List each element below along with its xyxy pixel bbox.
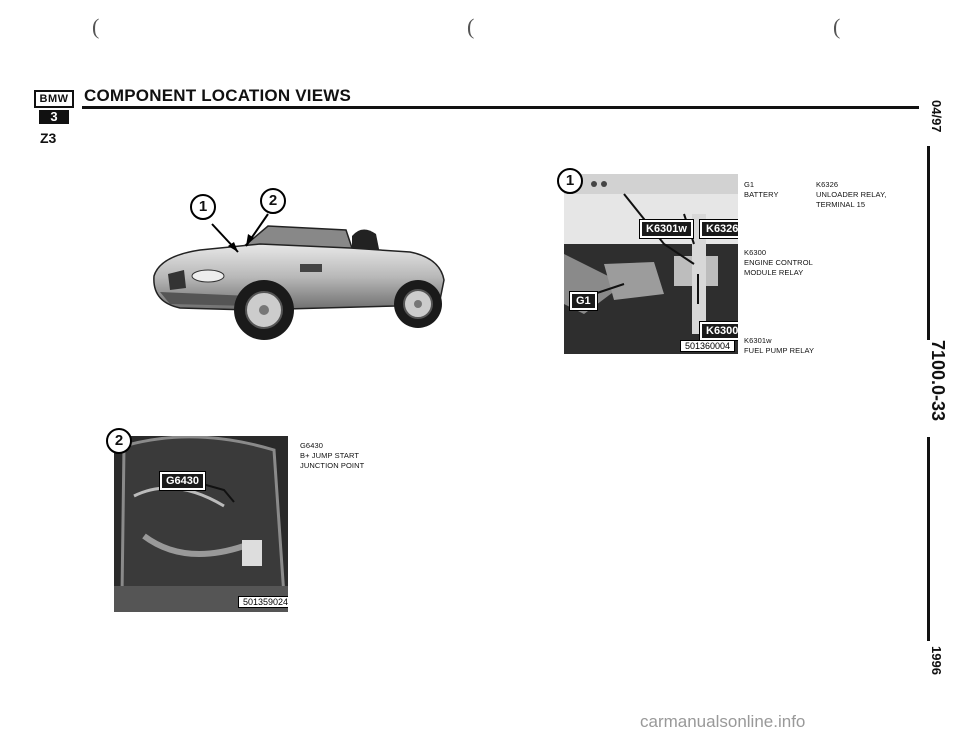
figure-1-image-number: 501360004 — [680, 340, 735, 352]
legend-desc: UNLOADER RELAY, TERMINAL 15 — [816, 190, 887, 209]
legend-k6301w — [744, 336, 834, 356]
model-name: Z3 — [40, 130, 57, 146]
side-rule-top — [927, 146, 930, 340]
figure-1-callout: 1 — [557, 168, 583, 194]
legend-desc: FUEL PUMP RELAY — [744, 346, 815, 355]
callout-2-marker: 2 — [260, 188, 286, 214]
car-drawing — [140, 184, 452, 344]
page-title: COMPONENT LOCATION VIEWS — [84, 86, 352, 105]
header-rule — [82, 106, 919, 109]
legend-g6430 — [300, 441, 372, 471]
legend-code: K6326 — [816, 180, 839, 189]
date-code: 04/97 — [929, 100, 944, 133]
car-illustration — [140, 184, 452, 344]
legend-g1 — [744, 180, 814, 200]
legend-desc: BATTERY — [744, 190, 779, 199]
trunk-photo-drawing — [114, 436, 288, 612]
legend-code: G1 — [744, 180, 755, 189]
legend-k6326 — [816, 180, 900, 210]
legend-code: K6300 — [744, 248, 767, 257]
legend-desc: B+ JUMP START JUNCTION POINT — [300, 451, 365, 470]
year: 1996 — [929, 646, 944, 675]
watermark: carmanualsonline.info — [640, 712, 806, 731]
label-g1: G1 — [570, 292, 597, 310]
label-k6326: K6326 — [700, 220, 738, 238]
legend-code: G6430 — [300, 441, 324, 450]
legend-k6300 — [744, 248, 820, 278]
binding-mark: ( — [833, 14, 841, 39]
label-k6301w: K6301w — [640, 220, 693, 238]
binding-mark: ( — [92, 14, 100, 39]
logo-brand: BMW — [34, 90, 74, 108]
label-k6300: K6300 — [700, 322, 738, 340]
logo-series: 3 — [39, 110, 69, 124]
bmw-series-logo — [34, 90, 74, 124]
legend-code: K6301w — [744, 336, 772, 345]
side-rule-bottom — [927, 437, 930, 641]
figure-2-callout: 2 — [106, 428, 132, 454]
binding-mark: ( — [467, 14, 475, 39]
label-g6430: G6430 — [160, 472, 205, 490]
callout-1-marker: 1 — [190, 194, 216, 220]
legend-desc: ENGINE CONTROL MODULE RELAY — [744, 258, 813, 277]
figure-2-image-number: 501359024 — [238, 596, 288, 608]
figure-1-photo — [564, 174, 738, 354]
figure-2-photo — [114, 436, 288, 612]
page-number: 7100.0-33 — [928, 340, 948, 422]
